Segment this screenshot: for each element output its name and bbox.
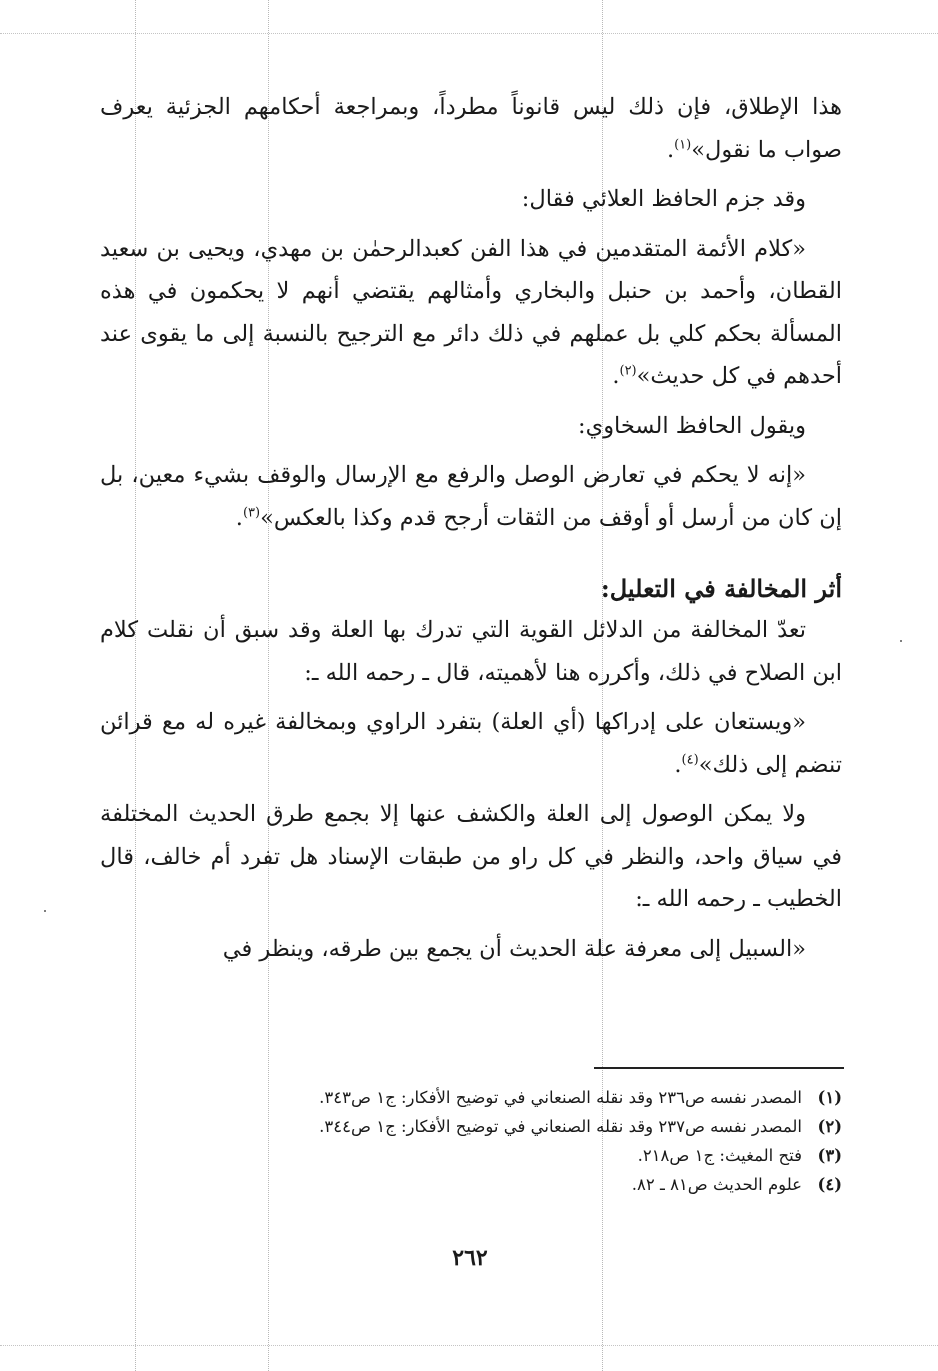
scan-speck [900,640,902,642]
scan-margin-line [0,33,938,34]
footnotes [170,1083,842,1199]
footnote-text: المصدر نفسه ص٢٣٧ وقد نقله الصنعاني في توضيح الأفكار: ج١ ص٣٤٤. [319,1117,802,1136]
footnote-item [170,1083,842,1112]
paragraph-text: «إنه لا يحكم في تعارض الوصل والرفع مع الإرسال والوقف بشيء معين، بل إن كان من أرسل أو أوقف من الثقات أرجح قدم وكذا بالعكس» [100,462,842,531]
paragraph: تعدّ المخالفة من الدلائل القوية التي تدرك بها العلة وقد سبق أن نقلت كلام ابن الصلاح في ذلك، وأكرره هنا لأهميته، قال ـ رحمه الله ـ: [100,617,842,686]
footnote-number: (١) [817,1088,842,1107]
footnote-text: فتح المغيث: ج١ ص٢١٨. [637,1146,802,1165]
footnote-number: (٤) [817,1175,842,1194]
scan-margin-line [0,1345,938,1346]
footnote-number: (٢) [817,1117,842,1136]
paragraph: ويقول الحافظ السخاوي: [578,412,806,439]
paragraph-text: «ويستعان على إدراكها (أي العلة) بتفرد الراوي وبمخالفة غيره له مع قرائن تنضم إلى ذلك» [100,709,842,778]
footnote-item [170,1170,842,1199]
footnote-separator [594,1067,844,1069]
quote-paragraph: «إنه لا يحكم في تعارض الوصل والرفع مع الإرسال والوقف بشيء معين، بل إن كان من أرسل أو أوقف من الثقات أرجح قدم وكذا بالعكس»$^{(٣)}$. [100,462,842,531]
footnote-text: علوم الحديث ص٨١ ـ ٨٢. [631,1175,802,1194]
quote-paragraph: «السبيل إلى معرفة علة الحديث أن يجمع بين طرقه، وينظر في [222,935,806,962]
paragraph: ولا يمكن الوصول إلى العلة والكشف عنها إلا بجمع طرق الحديث المختلفة في سياق واحد، والنظر في كل راو من طبقات الإسناد هل تفرد أم خالف، قال الخطيب ـ رحمه الله ـ: [100,801,842,912]
paragraph: وقد جزم الحافظ العلائي فقال: [521,186,806,212]
main-text [100,86,842,970]
page-number: ٢٦٢ [452,1245,488,1271]
scan-speck [44,910,46,912]
footnote-number: (٣) [817,1146,842,1165]
quote-paragraph: «ويستعان على إدراكها (أي العلة) بتفرد الراوي وبمخالفة غيره له مع قرائن تنضم إلى ذلك»$^{(٤)}$. [100,709,842,778]
quote-paragraph: «كلام الأئمة المتقدمين في هذا الفن كعبدالرحمٰن بن مهدي، ويحيى بن سعيد القطان، وأحمد بن حنبل والبخاري وأمثالهم يقتضي أنهم لا يحكمون في هذه المسألة بحكم كلي بل عملهم في ذلك دائر مع الترجيح بالنسبة إلى ما يقوى عند أحدهم في كل حديث»$^{(٢)}$. [100,235,842,389]
footnote-text: المصدر نفسه ص٢٣٦ وقد نقله الصنعاني في توضيح الأفكار: ج١ ص٣٤٣. [319,1088,802,1107]
paragraph-text: هذا الإطلاق، فإن ذلك ليس قانوناً مطرداً، وبمراجعة أحكامهم الجزئية يعرف صواب ما نقول» [100,94,842,163]
footnote-ref: (٢) [619,363,637,379]
footnote-ref: (٤) [681,752,699,767]
footnote-ref: (٣) [242,505,261,520]
paragraph-text: «كلام الأئمة المتقدمين في هذا الفن كعبدالرحمٰن بن مهدي، ويحيى بن سعيد القطان، وأحمد بن حنبل والبخاري وأمثالهم يقتضي أنهم لا يحكمون في هذه المسألة بحكم كلي بل عملهم في ذلك دائر مع الترجيح بالنسبة إلى ما يقوى عند أحدهم في كل حديث» [100,235,842,389]
footnote-item [170,1141,842,1170]
section-heading: أثر المخالفة في التعليل: [600,574,842,603]
footnote-ref: (١) [674,137,692,152]
footnote-item [170,1112,842,1141]
paragraph: هذا الإطلاق، فإن ذلك ليس قانوناً مطرداً، وبمراجعة أحكامهم الجزئية يعرف صواب ما نقول»$^{(١)}$. [100,94,842,163]
